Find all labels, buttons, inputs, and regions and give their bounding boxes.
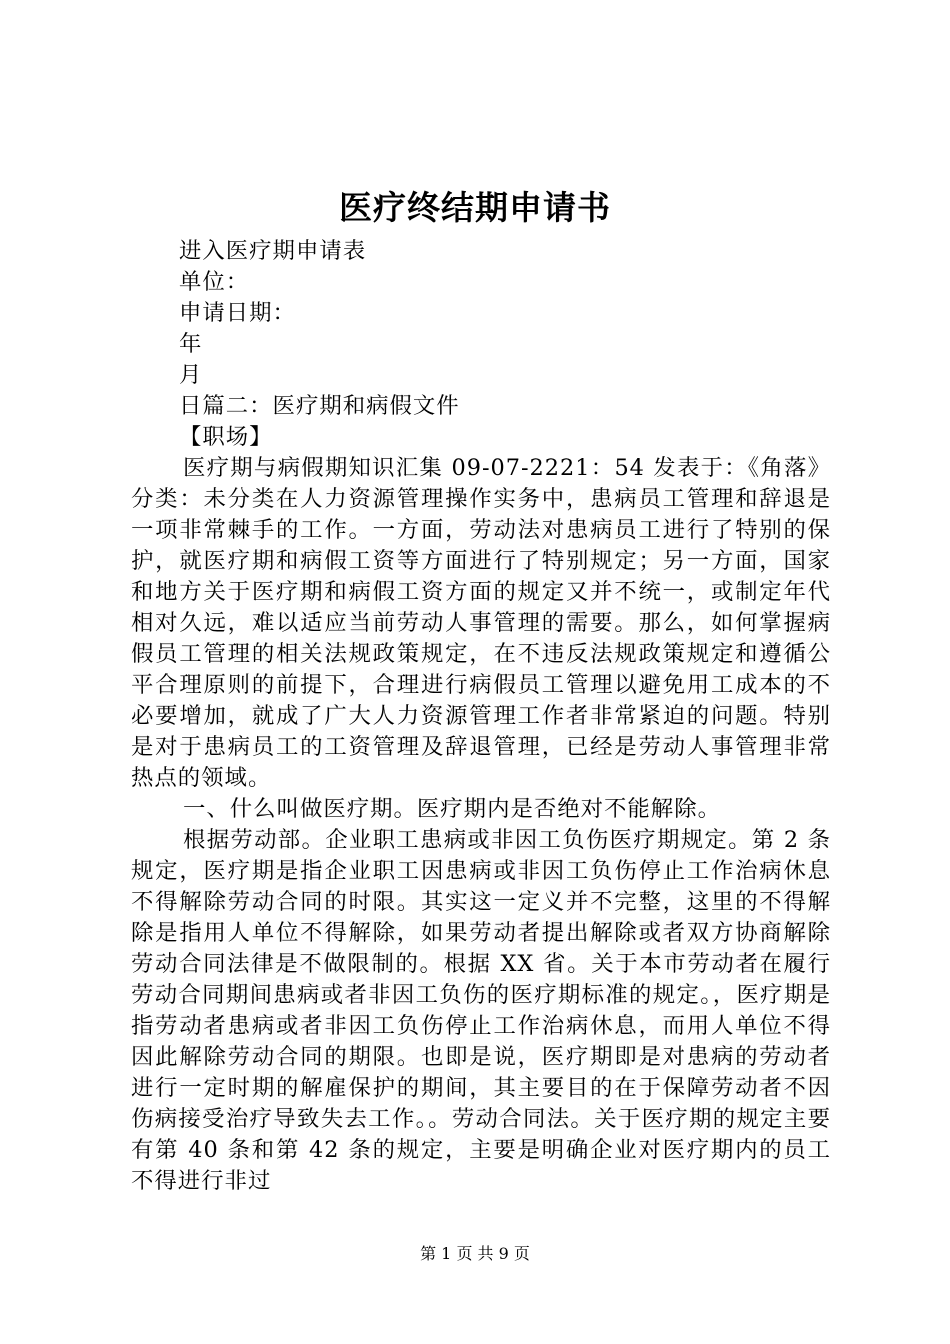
paragraph-question-one: 一、什么叫做医疗期。医疗期内是否绝对不能解除。 bbox=[183, 796, 721, 822]
document-body bbox=[131, 236, 831, 1197]
section-two-heading: 日篇二：医疗期和病假文件 bbox=[179, 393, 460, 419]
application-date-line: 申请日期： bbox=[179, 300, 296, 326]
paragraph-regulation: 根据劳动部。企业职工患病或非因工负伤医疗期规定。第 2 条规定，医疗期是指企业职工因患病或非因工负伤停止工作治病休息不得解除劳动合同的时限。其实这一定义并不完整，这里的不得解除是指用人单位不得解除，如果劳动者提出解除或者双方协商解除劳动合同法律是不做限制的。根据 XX 省。关于本市劳动者在履行劳动合同期间患病或者非因工负伤的医疗期标准的规定。，医疗期是指劳动者患病或者非因工负伤停止工作治病休息，而用人单位不得因此解除劳动合同的期限。也即是说，医疗期即是对患病的劳动者进行一定时期的解雇保护的期间，其主要目的在于保障劳动者不因伤病接受治疗导致失去工作。。劳动合同法。关于医疗期的规定主要有第 40 条和第 42 条的规定，主要是明确企业对医疗期内的员工不得进行非过 bbox=[131, 827, 831, 1194]
unit-line: 单位： bbox=[179, 269, 250, 295]
year-line: 年 bbox=[179, 331, 203, 357]
workplace-tag: 【职场】 bbox=[179, 424, 273, 450]
form-title-line: 进入医疗期申请表 bbox=[179, 238, 367, 264]
paragraph-intro: 医疗期与病假期知识汇集 09-07-2221：54 发表于：《角落》分类：未分类在人力资源管理操作实务中，患病员工管理和辞退是一项非常棘手的工作。一方面，劳动法对患病员工进行了特别的保护，就医疗期和病假工资等方面进行了特别规定；另一方面，国家和地方关于医疗期和病假工资方面的规定又并不统一，或制定年代相对久远，难以适应当前劳动人事管理的需要。那么，如何掌握病假员工管理的相关法规政策规定，在不违反法规政策规定和遵循公平合理原则的前提下，合理进行病假员工管理以避免用工成本的不必要增加，就成了广大人力资源管理工作者非常紧迫的问题。特别是对于患病员工的工资管理及辞退管理，已经是劳动人事管理非常热点的领域。 bbox=[131, 455, 831, 791]
page-footer: 第 1 页 共 9 页 bbox=[420, 1244, 530, 1263]
month-line: 月 bbox=[179, 362, 203, 388]
document-title: 医疗终结期申请书 bbox=[339, 188, 611, 227]
